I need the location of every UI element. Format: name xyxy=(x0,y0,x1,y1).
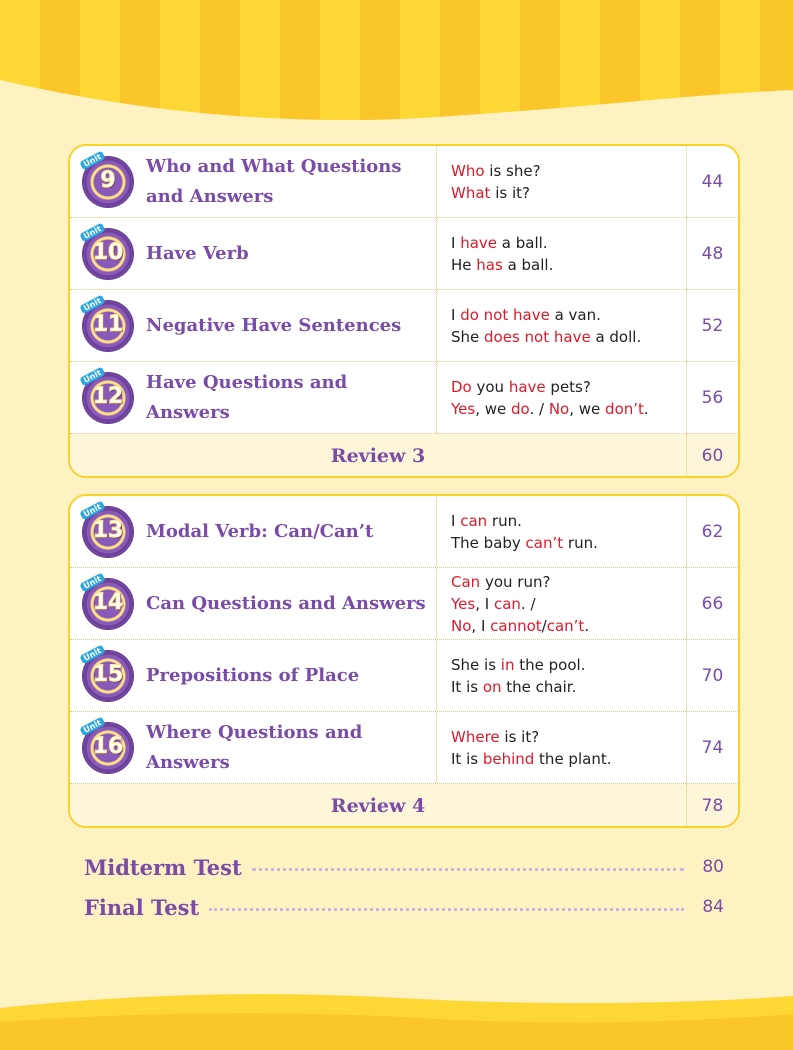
unit-page-number: 44 xyxy=(686,146,738,217)
toc-unit-row[interactable] xyxy=(70,218,738,290)
unit-number: 9 xyxy=(100,168,116,193)
example-text: . xyxy=(643,399,649,418)
unit-example-sentences xyxy=(436,496,686,567)
dot-leader xyxy=(209,908,684,911)
highlighted-word: Where xyxy=(451,727,500,746)
unit-number-badge xyxy=(81,152,132,206)
example-line xyxy=(451,398,686,420)
highlighted-word: does not have xyxy=(484,327,591,346)
review-label: Review 3 xyxy=(330,445,426,467)
example-line xyxy=(451,510,686,532)
unit-number-badge xyxy=(81,718,132,772)
highlighted-word: Who xyxy=(451,161,485,180)
review-page-number: 78 xyxy=(686,784,738,828)
unit-example-sentences xyxy=(436,146,686,217)
dot-leader xyxy=(252,868,684,871)
unit-title: Negative Have Sentences xyxy=(146,314,402,336)
example-line xyxy=(451,160,686,182)
example-line xyxy=(451,304,686,326)
example-line xyxy=(451,232,686,254)
unit-example-sentences xyxy=(436,712,686,783)
example-text: is it? xyxy=(499,727,540,746)
unit-page-number: 74 xyxy=(686,712,738,783)
highlighted-word: behind xyxy=(482,749,535,768)
unit-tag: Unit xyxy=(79,223,105,243)
unit-number-badge xyxy=(81,574,132,628)
unit-title: Have Questions and Answers xyxy=(146,371,348,423)
example-text: a ball. xyxy=(497,233,548,252)
example-text: you xyxy=(471,377,509,396)
highlighted-word: Yes xyxy=(451,399,476,418)
example-text: It is xyxy=(451,677,483,696)
unit-page-number: 48 xyxy=(686,218,738,289)
example-text: a ball. xyxy=(502,255,554,274)
toc-unit-row[interactable] xyxy=(70,640,738,712)
unit-page-number: 62 xyxy=(686,496,738,567)
example-text: She is xyxy=(451,655,501,674)
highlighted-word: can’t xyxy=(525,533,564,552)
example-text: It is xyxy=(451,749,483,768)
unit-number-badge xyxy=(81,296,132,350)
top-wave-decoration xyxy=(0,70,793,130)
highlighted-word: do not have xyxy=(460,305,550,324)
example-text: the plant. xyxy=(534,749,612,768)
toc-test-final[interactable] xyxy=(84,892,724,922)
example-line xyxy=(451,326,686,348)
unit-title: Where Questions and Answers xyxy=(146,721,363,773)
unit-tag: Unit xyxy=(79,367,105,387)
unit-number: 14 xyxy=(92,590,124,615)
example-line xyxy=(451,676,686,698)
unit-number: 15 xyxy=(92,662,124,687)
example-text: I xyxy=(451,305,461,324)
highlighted-word: cannot xyxy=(490,616,542,635)
unit-number: 13 xyxy=(92,518,124,543)
unit-example-sentences xyxy=(436,568,686,639)
example-text: The baby xyxy=(451,533,526,552)
example-line xyxy=(451,654,686,676)
unit-example-sentences xyxy=(436,362,686,433)
unit-number-badge xyxy=(81,224,132,278)
example-text: I xyxy=(451,511,461,530)
unit-title: Who and What Questions and Answers xyxy=(146,155,402,207)
example-line xyxy=(451,182,686,204)
example-text: She xyxy=(451,327,485,346)
example-line xyxy=(451,726,686,748)
example-text: . xyxy=(584,616,590,635)
unit-example-sentences xyxy=(436,290,686,361)
unit-number: 16 xyxy=(92,734,124,759)
toc-unit-row[interactable] xyxy=(70,496,738,568)
toc-test-midterm[interactable] xyxy=(84,852,724,882)
highlighted-word: do xyxy=(511,399,530,418)
example-line xyxy=(451,376,686,398)
toc-unit-row[interactable] xyxy=(70,290,738,362)
unit-number-badge xyxy=(81,502,132,556)
highlighted-word: What xyxy=(451,183,491,202)
example-line xyxy=(451,254,686,276)
unit-tag: Unit xyxy=(79,295,105,315)
example-text: . / xyxy=(520,594,536,613)
unit-number: 11 xyxy=(92,312,124,337)
example-text: He xyxy=(451,255,477,274)
highlighted-word: in xyxy=(500,655,515,674)
unit-title: Modal Verb: Can/Can’t xyxy=(146,520,374,542)
unit-number: 12 xyxy=(92,384,124,409)
highlighted-word: can xyxy=(493,594,521,613)
example-line xyxy=(451,593,686,615)
highlighted-word: have xyxy=(508,377,546,396)
unit-page-number: 70 xyxy=(686,640,738,711)
example-text: pets? xyxy=(545,377,591,396)
example-text: the chair. xyxy=(501,677,577,696)
review-row[interactable] xyxy=(70,434,738,478)
unit-title: Have Verb xyxy=(146,242,249,264)
example-text: a doll. xyxy=(590,327,642,346)
review-page-number: 60 xyxy=(686,434,738,478)
highlighted-word: No xyxy=(548,399,570,418)
example-line xyxy=(451,571,686,593)
example-text: a van. xyxy=(549,305,601,324)
example-text: . / xyxy=(529,399,549,418)
highlighted-word: Yes xyxy=(451,594,476,613)
test-page-number: 84 xyxy=(702,897,724,917)
unit-page-number: 66 xyxy=(686,568,738,639)
example-text: / xyxy=(541,616,547,635)
unit-tag: Unit xyxy=(79,151,105,171)
unit-example-sentences xyxy=(436,640,686,711)
highlighted-word: have xyxy=(460,233,498,252)
highlighted-word: has xyxy=(476,255,503,274)
unit-tag: Unit xyxy=(79,645,105,665)
example-text: , we xyxy=(569,399,606,418)
highlighted-word: No xyxy=(451,616,472,635)
test-label: Midterm Test xyxy=(84,854,242,880)
example-line xyxy=(451,532,686,554)
example-text: is she? xyxy=(484,161,541,180)
example-text: , I xyxy=(475,594,494,613)
review-label: Review 4 xyxy=(330,795,426,817)
example-text: run. xyxy=(487,511,522,530)
unit-tag: Unit xyxy=(79,717,105,737)
unit-number-badge xyxy=(81,646,132,700)
highlighted-word: Do xyxy=(451,377,472,396)
toc-unit-row[interactable] xyxy=(70,712,738,784)
highlighted-word: don’t xyxy=(605,399,644,418)
example-text: , we xyxy=(475,399,512,418)
unit-page-number: 52 xyxy=(686,290,738,361)
example-text: run. xyxy=(563,533,598,552)
example-line xyxy=(451,748,686,770)
highlighted-word: can’t xyxy=(546,616,585,635)
unit-number: 10 xyxy=(92,240,124,265)
example-text: you run? xyxy=(480,572,551,591)
example-text: is it? xyxy=(490,183,530,202)
test-label: Final Test xyxy=(84,894,200,920)
highlighted-word: Can xyxy=(451,572,481,591)
unit-example-sentences xyxy=(436,218,686,289)
highlighted-word: on xyxy=(482,677,502,696)
review-row[interactable] xyxy=(70,784,738,828)
toc-section-1 xyxy=(68,144,740,478)
example-text: the pool. xyxy=(514,655,586,674)
example-line xyxy=(451,615,686,637)
toc-unit-row[interactable] xyxy=(70,568,738,640)
unit-tag: Unit xyxy=(79,573,105,593)
toc-unit-row[interactable] xyxy=(70,362,738,434)
unit-number-badge xyxy=(81,368,132,422)
toc-unit-row[interactable] xyxy=(70,146,738,218)
unit-page-number: 56 xyxy=(686,362,738,433)
example-text: I xyxy=(451,233,461,252)
test-page-number: 80 xyxy=(702,857,724,877)
example-text: , I xyxy=(471,616,491,635)
bottom-wave-decoration xyxy=(0,990,793,1050)
toc-section-2 xyxy=(68,494,740,828)
unit-title: Can Questions and Answers xyxy=(146,592,426,614)
highlighted-word: can xyxy=(460,511,488,530)
unit-tag: Unit xyxy=(79,501,105,521)
unit-title: Prepositions of Place xyxy=(146,664,360,686)
